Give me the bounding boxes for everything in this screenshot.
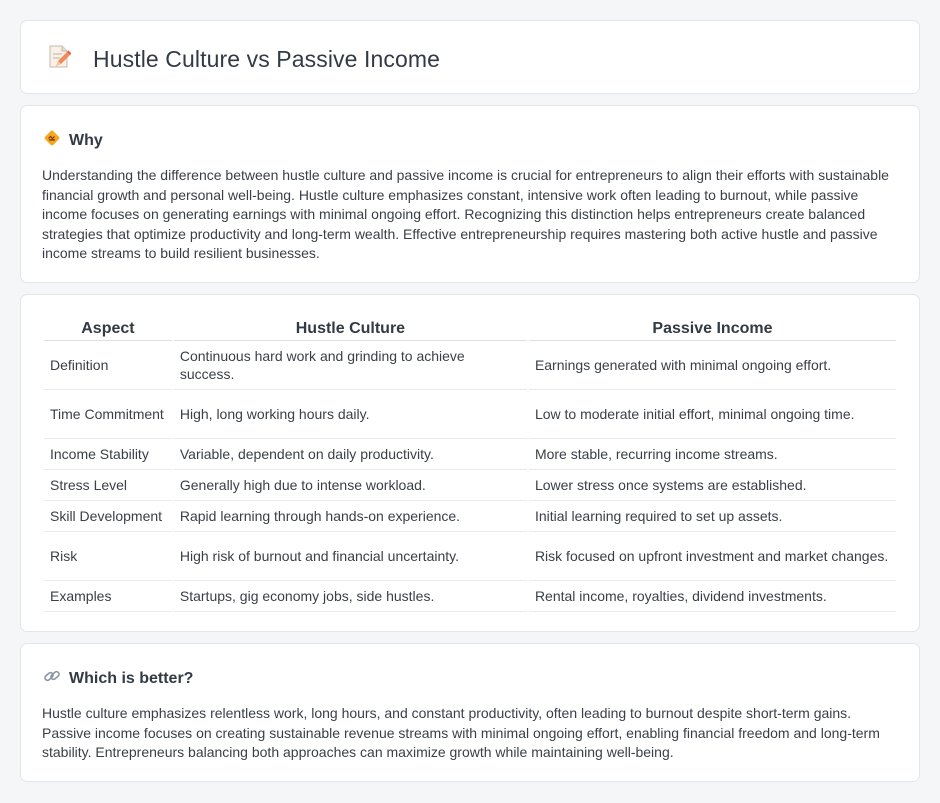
table-row [44,470,896,501]
cell-aspect: Stress Level [44,470,172,501]
cell-aspect: Risk [44,532,172,581]
better-title: Which is better? [69,669,194,687]
table-row [44,439,896,470]
cell-hustle: Continuous hard work and grinding to achieve success. [174,341,527,390]
link-icon [43,667,69,690]
cell-hustle: High, long working hours daily. [174,390,527,439]
cell-hustle: Generally high due to intense workload. [174,470,527,501]
table-row [44,341,896,390]
header-card [20,20,920,94]
which-is-better-card [20,643,920,782]
header-aspect: Aspect [44,315,172,341]
table-row [44,581,896,612]
cell-aspect: Income Stability [44,439,172,470]
header-hustle-culture: Hustle Culture [174,315,527,341]
cell-aspect: Skill Development [44,501,172,532]
cell-passive: Rental income, royalties, dividend investments. [529,581,896,612]
table-row [44,390,896,439]
cell-aspect: Definition [44,341,172,390]
better-heading [43,667,193,690]
cell-hustle: High risk of burnout and financial uncertainty. [174,532,527,581]
why-text: Understanding the difference between hustle culture and passive income is crucial for entrepreneurs to align their efforts with sustainable financial growth and personal well-being. Hustle culture emphasizes constant, intensive work often leading to burnout, while passive income focuses on generating earnings with minimal ongoing effort. Recognizing this distinction helps entrepreneurs create balanced strategies that optimize productivity and long-term wealth. Effective entrepreneurship requires mastering both active hustle and passive income streams to build resilient businesses. [42,167,889,261]
table-row [44,532,896,581]
header-passive-income: Passive Income [529,315,896,341]
better-text: Hustle culture emphasizes relentless work, long hours, and constant productivity, often leading to burnout despite short-term gains. Passive income focuses on creating sustainable revenue streams with minimal ongoing effort, enabling financial freedom and long-term stability. Entrepreneurs balancing both approaches can maximize growth while maintaining well-being. [42,705,880,760]
cell-aspect: Examples [44,581,172,612]
comparison-card [20,294,920,632]
title-row [47,44,440,75]
why-card [20,105,920,283]
diamond-warning-icon [43,129,69,152]
cell-passive: Initial learning required to set up assets. [529,501,896,532]
page-title: Hustle Culture vs Passive Income [93,46,441,72]
comparison-table [42,315,898,612]
document-pencil-icon [47,44,93,75]
cell-hustle: Rapid learning through hands-on experience. [174,501,527,532]
why-heading [43,129,103,152]
cell-passive: More stable, recurring income streams. [529,439,896,470]
cell-passive: Low to moderate initial effort, minimal ongoing time. [529,390,896,439]
cell-passive: Risk focused on upfront investment and market changes. [529,532,896,581]
why-title: Why [69,131,103,149]
cell-hustle: Startups, gig economy jobs, side hustles. [174,581,527,612]
cell-passive: Lower stress once systems are established. [529,470,896,501]
table-row [44,501,896,532]
table-header-row [44,315,896,341]
cell-passive: Earnings generated with minimal ongoing effort. [529,341,896,390]
cell-hustle: Variable, dependent on daily productivity. [174,439,527,470]
cell-aspect: Time Commitment [44,390,172,439]
